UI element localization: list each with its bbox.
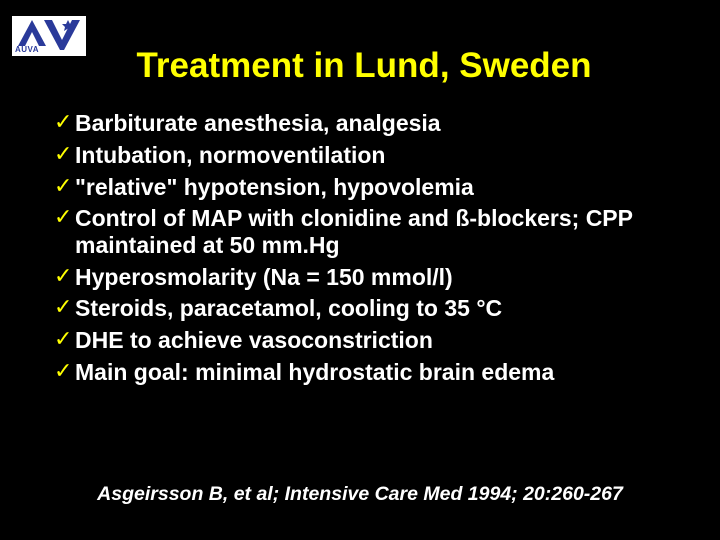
- bullet-item: [54, 264, 709, 291]
- logo-text: AUVA: [15, 45, 40, 54]
- slide-title: Treatment in Lund, Sweden: [136, 46, 592, 85]
- bullet-item: [54, 327, 709, 354]
- bullet-text: Steroids, paracetamol, cooling to 35 °C: [75, 295, 503, 322]
- bullet-item: [54, 110, 709, 137]
- bullet-text: DHE to achieve vasoconstriction: [75, 327, 433, 354]
- bullet-text: "relative" hypotension, hypovolemia: [75, 173, 474, 200]
- check-icon: ✓: [54, 359, 73, 385]
- check-icon: ✓: [54, 173, 73, 199]
- check-icon: ✓: [54, 263, 73, 289]
- bullet-text: Main goal: minimal hydrostatic brain edema: [75, 359, 555, 386]
- bullet-list: [54, 110, 709, 391]
- bullet-item: [54, 295, 709, 322]
- bullet-text: Intubation, normoventilation: [75, 141, 386, 168]
- bullet-text: Hyperosmolarity (Na = 150 mmol/l): [75, 263, 453, 290]
- bullet-item: [54, 174, 709, 201]
- check-icon: ✓: [54, 141, 73, 167]
- bullet-item: [54, 142, 709, 169]
- check-icon: ✓: [54, 295, 73, 321]
- bullet-item: [54, 205, 709, 258]
- citation: Asgeirsson B, et al; Intensive Care Med 1994; 20:260-267: [97, 483, 623, 505]
- check-icon: ✓: [54, 327, 73, 353]
- check-icon: ✓: [54, 205, 73, 231]
- bullet-text: Control of MAP with clonidine and ß-blockers; CPP maintained at 50 mm.Hg: [75, 205, 633, 258]
- bullet-item: [54, 359, 709, 386]
- bullet-text: Barbiturate anesthesia, analgesia: [75, 110, 441, 136]
- check-icon: ✓: [54, 110, 73, 135]
